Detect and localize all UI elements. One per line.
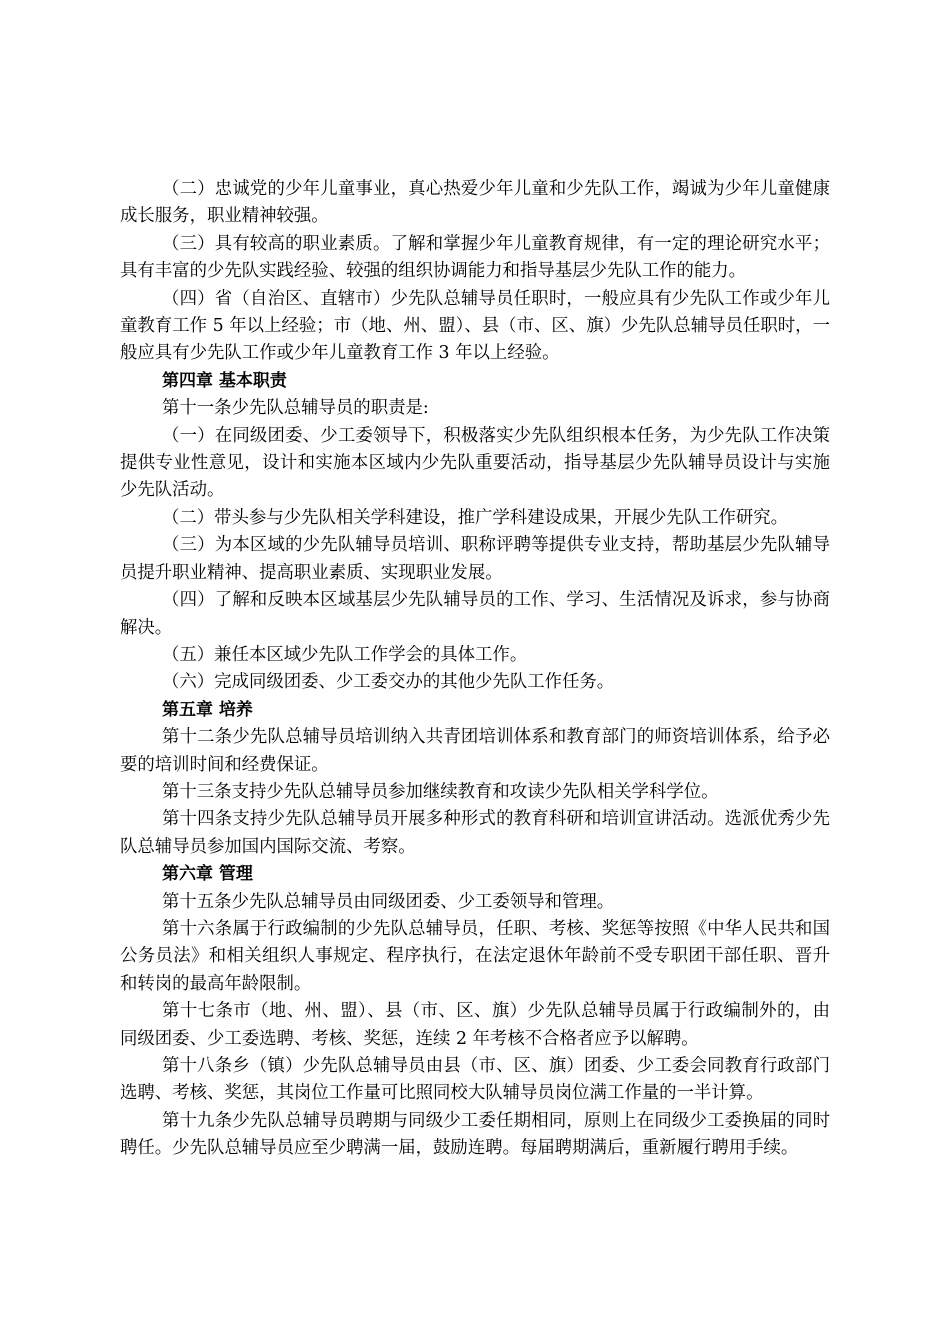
paragraph: 第十九条少先队总辅导员聘期与同级少工委任期相同，原则上在同级少工委换届的同时聘任。少先队总辅导员应至少聘满一届，鼓励连聘。每届聘期满后，重新履行聘用手续。	[120, 1110, 830, 1159]
paragraph: 第十七条市（地、州、盟）、县（市、区、旗）少先队总辅导员属于行政编制外的，由同级团委、少工委选聘、考核、奖惩，连续 2 年考核不合格者应予以解聘。	[120, 1001, 830, 1049]
paragraph: 第十八条乡（镇）少先队总辅导员由县（市、区、旗）团委、少工委会同教育行政部门选聘、考核、奖惩，其岗位工作量可比照同校大队辅导员岗位满工作量的一半计算。	[120, 1056, 830, 1104]
paragraph: （六）完成同级团委、少工委交办的其他少先队工作任务。	[162, 672, 615, 693]
chapter-heading: 第六章 管理	[162, 864, 253, 885]
paragraph: （一）在同级团委、少工委领导下，积极落实少先队组织根本任务，为少先队工作决策提供专业性意见，设计和实施本区域内少先队重要活动，指导基层少先队辅导员设计与实施少先队活动。	[120, 425, 830, 501]
paragraph: （四）省（自治区、直辖市）少先队总辅导员任职时，一般应具有少先队工作或少年儿童教育工作 5 年以上经验；市（地、州、盟）、县（市、区、旗）少先队总辅导员任职时，一般应具有少先队工作或少年儿童教育工作 3 年以上经验。	[120, 288, 830, 364]
chapter-heading: 第五章 培养	[162, 699, 253, 720]
paragraph: 第十一条少先队总辅导员的职责是:	[162, 398, 429, 419]
paragraph: 第十五条少先队总辅导员由同级团委、少工委领导和管理。	[162, 891, 615, 912]
document-body	[120, 176, 830, 1163]
paragraph: 第十三条支持少先队总辅导员参加继续教育和攻读少先队相关学科学位。	[162, 781, 719, 802]
paragraph: 第十四条支持少先队总辅导员开展多种形式的教育科研和培训宣讲活动。选派优秀少先队总辅导员参加国内国际交流、考察。	[120, 809, 830, 857]
paragraph: （二）带头参与少先队相关学科建设，推广学科建设成果，开展少先队工作研究。	[162, 507, 789, 528]
paragraph: （五）兼任本区域少先队工作学会的具体工作。	[162, 644, 528, 665]
paragraph: 第十二条少先队总辅导员培训纳入共青团培训体系和教育部门的师资培训体系，给予必要的培训时间和经费保证。	[120, 727, 830, 775]
paragraph: 第十六条属于行政编制的少先队总辅导员，任职、考核、奖惩等按照《中华人民共和国公务员法》和相关组织人事规定、程序执行，在法定退休年龄前不受专职团干部任职、晋升和转岗的最高年龄限制。	[120, 918, 830, 994]
chapter-heading: 第四章 基本职责	[162, 370, 287, 391]
paragraph: （三）为本区域的少先队辅导员培训、职称评聘等提供专业支持，帮助基层少先队辅导员提升职业精神、提高职业素质、实现职业发展。	[120, 535, 830, 583]
paragraph: （二）忠诚党的少年儿童事业，真心热爱少年儿童和少先队工作，竭诚为少年儿童健康成长服务，职业精神较强。	[120, 179, 830, 227]
paragraph: （四）了解和反映本区域基层少先队辅导员的工作、学习、生活情况及诉求，参与协商解决。	[120, 590, 830, 638]
paragraph: （三）具有较高的职业素质。了解和掌握少年儿童教育规律，有一定的理论研究水平；具有丰富的少先队实践经验、较强的组织协调能力和指导基层少先队工作的能力。	[120, 233, 830, 282]
